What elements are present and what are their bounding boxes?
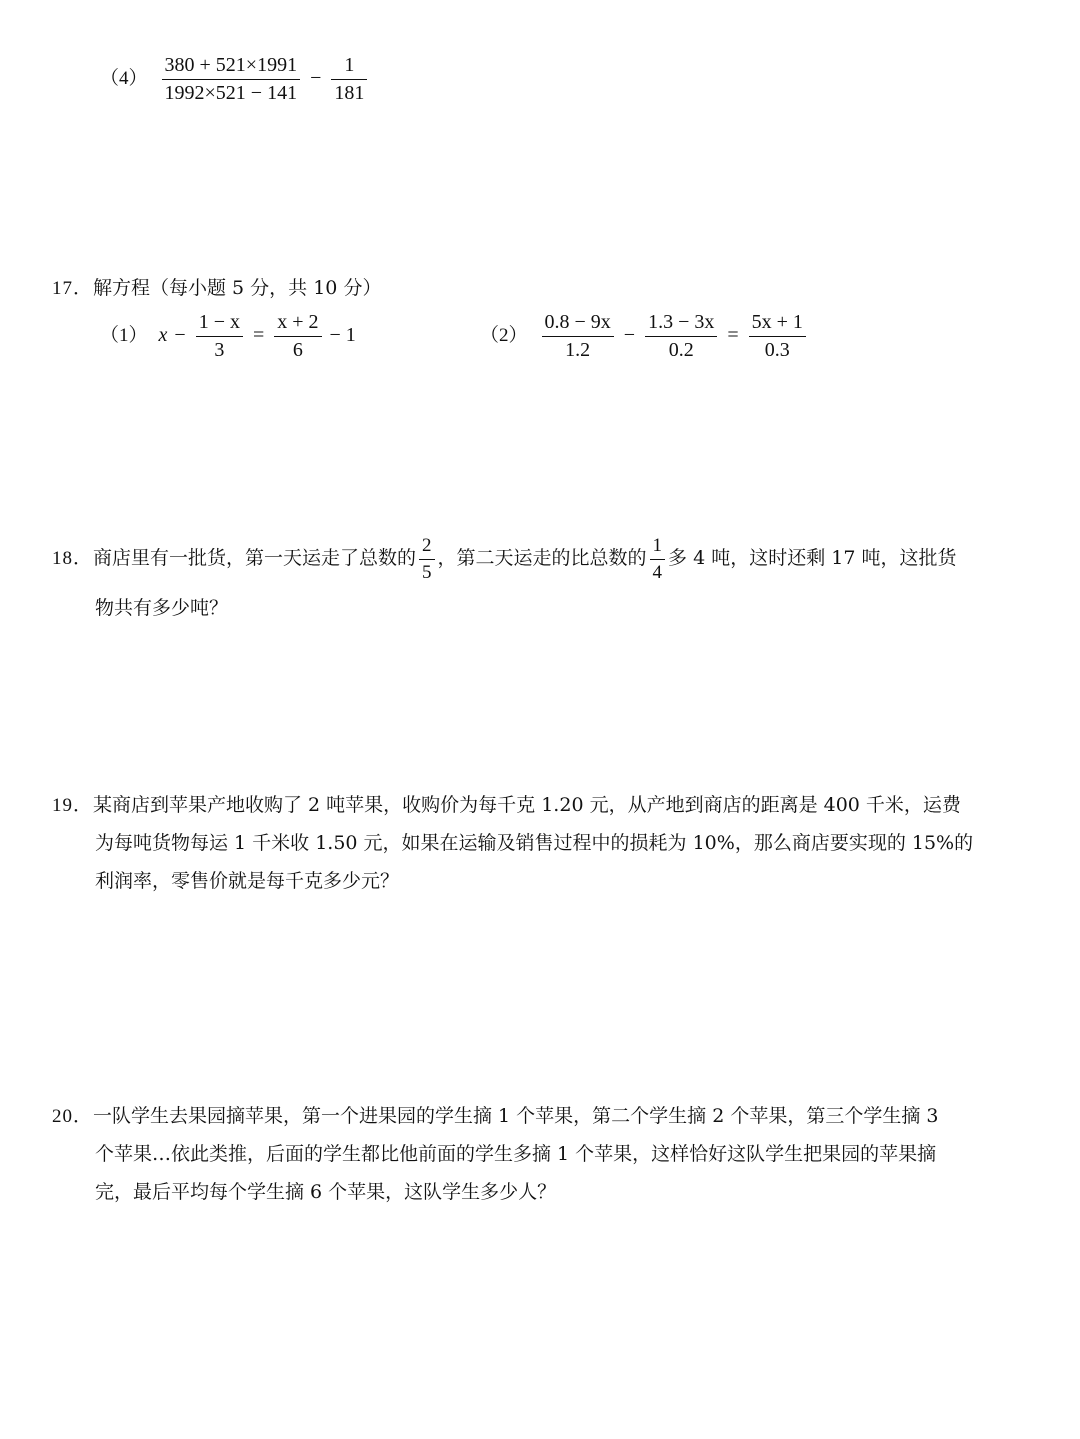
fraction-denominator: 6 xyxy=(292,339,303,361)
question-number: 17． xyxy=(52,278,94,299)
fraction-denominator: 0.2 xyxy=(668,339,694,361)
question-20-line-3: 完，最后平均每个学生摘 6 个苹果，这队学生多少人？ xyxy=(95,1181,557,1203)
question-19-line-1 xyxy=(52,786,961,825)
q17-2-fraction-2 xyxy=(645,312,717,361)
q18-fraction-1-4 xyxy=(650,536,666,583)
fraction-denominator: 4 xyxy=(652,561,663,583)
item-16-4-fraction-2 xyxy=(331,55,367,104)
question-number: 20． xyxy=(52,1106,94,1127)
fraction-denominator: 1992×521 − 141 xyxy=(164,82,298,104)
equals-sign: = xyxy=(252,324,265,347)
fraction-denominator: 0.3 xyxy=(764,339,790,361)
question-18-text-1: 商店里有一批货，第一天运走了总数的 xyxy=(93,547,417,569)
fraction-numerator: 380 + 521×1991 xyxy=(164,54,298,76)
item-16-4 xyxy=(100,55,370,104)
part-label: （2） xyxy=(480,325,528,347)
fraction-denominator: 1.2 xyxy=(565,339,591,361)
question-19-line-3: 利润率，零售价就是每千克多少元？ xyxy=(95,870,400,892)
equals-sign: = xyxy=(727,324,739,347)
question-19-line-2: 为每吨货物每运 1 千米收 1.50 元，如果在运输及销售过程中的损耗为 10%，那么商店要实现的 15%的 xyxy=(95,832,974,854)
fraction-denominator: 3 xyxy=(214,339,225,361)
minus-sign: − xyxy=(623,324,636,347)
fraction-numerator: x + 2 xyxy=(277,311,319,333)
fraction-denominator: 5 xyxy=(422,561,432,583)
fraction-numerator: 0.8 − 9x xyxy=(544,311,611,333)
minus-sign: − xyxy=(310,67,322,90)
fraction-denominator: 181 xyxy=(334,82,365,104)
question-18-line-1 xyxy=(52,532,956,585)
q17-2-fraction-3 xyxy=(749,312,806,361)
q17-1-fraction-2 xyxy=(274,312,321,361)
q18-fraction-2-5 xyxy=(419,536,435,583)
minus-sign: − xyxy=(174,324,186,347)
question-17-title xyxy=(52,269,381,308)
item-16-4-fraction-1 xyxy=(162,55,301,104)
question-17-title-text: 解方程（每小题 5 分，共 10 分） xyxy=(93,277,382,299)
question-18-text-2: ，第二天运走的比总数的 xyxy=(437,547,647,569)
part-label: （1） xyxy=(100,325,148,347)
question-number: 18． xyxy=(52,548,94,569)
equation-tail: − 1 xyxy=(329,324,356,347)
question-19-text-1: 某商店到苹果产地收购了 2 吨苹果，收购价为每千克 1.20 元，从产地到商店的距离是 400 千米，运费 xyxy=(93,794,961,816)
fraction-numerator: 1 xyxy=(652,534,663,556)
question-17-part-1 xyxy=(100,312,356,361)
fraction-numerator: 1 xyxy=(344,54,355,76)
question-20-text-1: 一队学生去果园摘苹果，第一个进果园的学生摘 1 个苹果，第二个学生摘 2 个苹果，第三个学生摘 3 xyxy=(93,1105,939,1127)
q17-1-fraction-1 xyxy=(196,312,243,361)
fraction-numerator: 5x + 1 xyxy=(751,311,803,333)
question-18-line-2: 物共有多少吨？ xyxy=(95,597,229,619)
question-18-text-3: 多 4 吨，这时还剩 17 吨，这批货 xyxy=(668,547,957,569)
question-20-line-1 xyxy=(52,1097,938,1136)
fraction-numerator: 2 xyxy=(422,534,432,556)
question-20-line-2: 个苹果…依此类推，后面的学生都比他前面的学生多摘 1 个苹果，这样恰好这队学生把果园的苹果摘 xyxy=(95,1143,937,1165)
q17-2-fraction-1 xyxy=(542,312,614,361)
variable-x: x xyxy=(158,324,168,347)
item-16-4-label: （4） xyxy=(100,68,148,90)
fraction-numerator: 1.3 − 3x xyxy=(648,311,715,333)
question-17-part-2 xyxy=(480,312,809,361)
fraction-numerator: 1 − x xyxy=(198,311,240,333)
question-number: 19． xyxy=(52,795,94,816)
